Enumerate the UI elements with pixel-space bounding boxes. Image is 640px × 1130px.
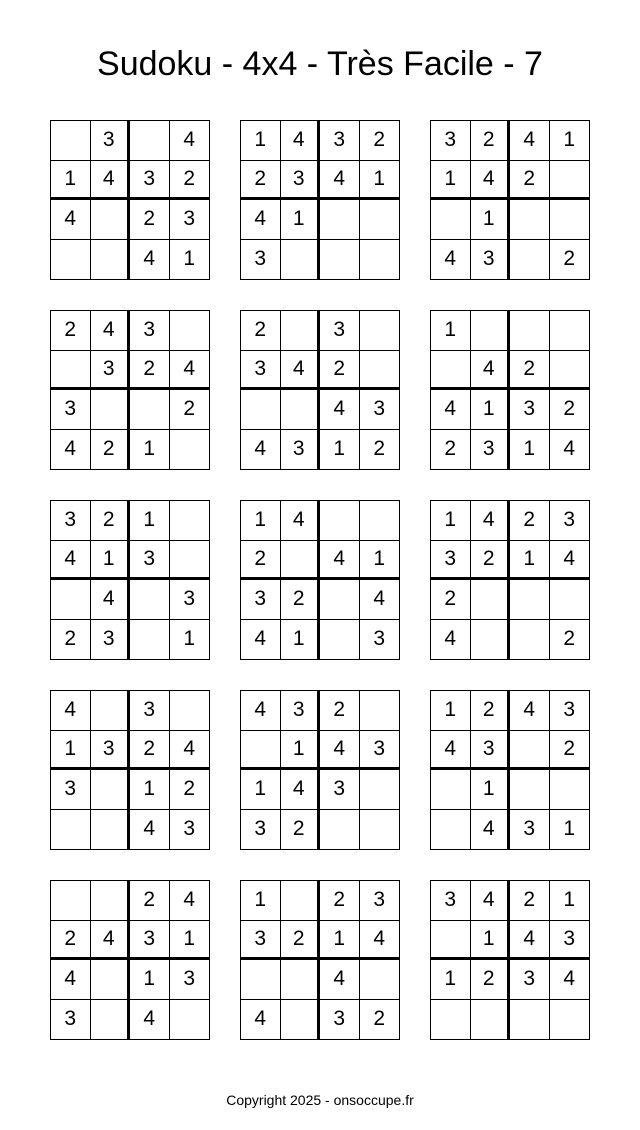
- sudoku-cell: 4: [510, 921, 550, 961]
- sudoku-cell: [510, 731, 550, 771]
- sudoku-cell: [510, 770, 550, 810]
- sudoku-cell: 2: [510, 351, 550, 391]
- sudoku-cell: 3: [51, 770, 91, 810]
- sudoku-cell: 4: [281, 351, 321, 391]
- sudoku-cell: 2: [431, 430, 471, 470]
- sudoku-cell: 1: [51, 731, 91, 771]
- sudoku-cell: 2: [281, 580, 321, 620]
- sudoku-cell: 2: [510, 881, 550, 921]
- sudoku-cell: 2: [563, 247, 576, 271]
- sudoku-cell: [241, 960, 281, 1000]
- sudoku-cell: 1: [241, 770, 281, 810]
- sudoku-cell: [360, 240, 400, 280]
- sudoku-cell: 1: [91, 541, 131, 581]
- sudoku-cell: 2: [431, 580, 471, 620]
- sudoku-cell: 3: [183, 817, 196, 841]
- sudoku-cell: 3: [241, 351, 281, 391]
- sudoku-cell: [360, 691, 400, 731]
- sudoku-cell: 2: [51, 921, 91, 961]
- sudoku-cell: 2: [170, 390, 210, 430]
- sudoku-cell: 4: [471, 161, 511, 201]
- sudoku-cell: [91, 810, 131, 850]
- sudoku-cell: [130, 390, 170, 430]
- sudoku-cell: 2: [320, 351, 360, 391]
- sudoku-cell: 4: [320, 161, 360, 201]
- sudoku-cell: 4: [91, 311, 131, 351]
- sudoku-cell: [91, 390, 131, 430]
- sudoku-grid: [50, 880, 210, 1040]
- sudoku-cell: [360, 770, 400, 810]
- sudoku-cell: 4: [510, 121, 550, 161]
- sudoku-cell: [51, 881, 91, 921]
- sudoku-cell: [51, 351, 91, 391]
- sudoku-grid: [50, 310, 210, 470]
- sudoku-cell: 3: [51, 1000, 91, 1040]
- sudoku-cell: [281, 881, 321, 921]
- sudoku-cell: 1: [241, 121, 281, 161]
- copyright-footer: Copyright 2025 - onsoccupe.fr: [226, 1092, 414, 1108]
- sudoku-cell: 4: [281, 770, 321, 810]
- sudoku-cell: [91, 1000, 131, 1040]
- sudoku-cell: 3: [431, 121, 471, 161]
- sudoku-cell: 3: [130, 161, 170, 201]
- sudoku-cell: 2: [241, 311, 281, 351]
- sudoku-cell: [550, 161, 590, 201]
- sudoku-cell: [471, 311, 511, 351]
- sudoku-cell: [91, 881, 131, 921]
- sudoku-grid: [430, 310, 590, 470]
- sudoku-cell: 1: [471, 390, 511, 430]
- sudoku-cell: 1: [550, 121, 590, 161]
- sudoku-cell: 1: [360, 161, 400, 201]
- sudoku-cell: [471, 1000, 511, 1040]
- sudoku-cell: [360, 501, 400, 541]
- sudoku-cell: 4: [431, 240, 471, 280]
- sudoku-cell: [431, 1000, 471, 1040]
- sudoku-cell: 4: [241, 691, 281, 731]
- sudoku-cell: [510, 580, 550, 620]
- sudoku-cell: 1: [183, 247, 196, 271]
- sudoku-cell: 2: [373, 437, 386, 461]
- sudoku-cell: [431, 921, 471, 961]
- sudoku-cell: 1: [241, 881, 281, 921]
- sudoku-cell: 3: [91, 121, 131, 161]
- sudoku-cell: [170, 501, 210, 541]
- sudoku-cell: 3: [130, 541, 170, 581]
- sudoku-cell: [510, 620, 550, 660]
- sudoku-cell: [170, 541, 210, 581]
- sudoku-cell: [360, 960, 400, 1000]
- sudoku-cell: [320, 240, 360, 280]
- sudoku-cell: 3: [241, 921, 281, 961]
- sudoku-cell: 4: [360, 580, 400, 620]
- sudoku-cell: [170, 1000, 210, 1040]
- sudoku-cell: 4: [170, 351, 210, 391]
- sudoku-cell: 2: [510, 161, 550, 201]
- sudoku-cell: 3: [91, 731, 131, 771]
- sudoku-cell: 2: [130, 731, 170, 771]
- sudoku-cell: 4: [241, 620, 281, 660]
- sudoku-cell: 2: [373, 1007, 386, 1031]
- sudoku-cell: 2: [170, 161, 210, 201]
- sudoku-cell: 4: [51, 691, 91, 731]
- sudoku-cell: 3: [431, 881, 471, 921]
- sudoku-cell: [51, 810, 91, 850]
- sudoku-cell: [170, 311, 210, 351]
- sudoku-cell: 4: [170, 731, 210, 771]
- sudoku-cell: 2: [563, 627, 576, 651]
- sudoku-cell: 3: [51, 501, 91, 541]
- sudoku-cell: 2: [51, 311, 91, 351]
- sudoku-cell: 3: [431, 541, 471, 581]
- sudoku-cell: 3: [320, 311, 360, 351]
- sudoku-cell: 3: [360, 390, 400, 430]
- sudoku-cell: 1: [130, 430, 170, 470]
- sudoku-cell: 4: [241, 200, 281, 240]
- sudoku-cell: [360, 810, 400, 850]
- sudoku-cell: 4: [471, 810, 511, 850]
- sudoku-cell: [91, 240, 131, 280]
- sudoku-cell: 3: [471, 731, 511, 771]
- sudoku-cell: [550, 311, 590, 351]
- sudoku-grid: [240, 120, 400, 280]
- sudoku-cell: 1: [281, 200, 321, 240]
- sudoku-cell: 2: [51, 620, 91, 660]
- page-title: Sudoku - 4x4 - Très Facile - 7: [97, 45, 543, 83]
- sudoku-cell: 2: [471, 121, 511, 161]
- sudoku-cell: [51, 121, 91, 161]
- sudoku-cell: 2: [471, 541, 511, 581]
- sudoku-cell: 1: [431, 501, 471, 541]
- sudoku-cell: 1: [130, 770, 170, 810]
- sudoku-grid: [430, 120, 590, 280]
- sudoku-cell: 2: [320, 881, 360, 921]
- sudoku-cell: 3: [170, 580, 210, 620]
- sudoku-cell: 1: [431, 311, 471, 351]
- sudoku-cell: 2: [320, 691, 360, 731]
- sudoku-cell: 3: [91, 351, 131, 391]
- sudoku-cell: [91, 770, 131, 810]
- sudoku-cell: [51, 580, 91, 620]
- sudoku-cell: 2: [510, 501, 550, 541]
- sudoku-cell: 1: [241, 501, 281, 541]
- sudoku-cell: 4: [320, 390, 360, 430]
- sudoku-cell: [550, 770, 590, 810]
- sudoku-cell: [91, 691, 131, 731]
- sudoku-cell: [510, 1000, 550, 1040]
- sudoku-cell: [241, 731, 281, 771]
- sudoku-cell: [91, 960, 131, 1000]
- sudoku-cell: [281, 541, 321, 581]
- sudoku-cell: 4: [550, 960, 590, 1000]
- sudoku-grid: [240, 310, 400, 470]
- sudoku-cell: [320, 200, 360, 240]
- sudoku-cell: 2: [281, 810, 321, 850]
- sudoku-cell: 4: [241, 430, 281, 470]
- sudoku-cell: 1: [130, 960, 170, 1000]
- sudoku-cell: [130, 620, 170, 660]
- sudoku-grid: [50, 120, 210, 280]
- sudoku-cell: 2: [91, 501, 131, 541]
- sudoku-cell: 4: [51, 960, 91, 1000]
- sudoku-cell: 1: [51, 161, 91, 201]
- sudoku-grid: [50, 500, 210, 660]
- sudoku-cell: [431, 200, 471, 240]
- sudoku-cell: 4: [130, 240, 170, 280]
- sudoku-cell: 1: [130, 501, 170, 541]
- sudoku-cell: [281, 311, 321, 351]
- sudoku-cell: 4: [91, 921, 131, 961]
- sudoku-cell: [550, 580, 590, 620]
- sudoku-cell: 2: [360, 121, 400, 161]
- sudoku-cell: [320, 620, 360, 660]
- sudoku-cell: 4: [241, 1000, 281, 1040]
- sudoku-cell: 4: [510, 691, 550, 731]
- sudoku-cell: [281, 960, 321, 1000]
- sudoku-cell: [510, 311, 550, 351]
- sudoku-cell: 3: [91, 620, 131, 660]
- sudoku-cell: 4: [431, 620, 471, 660]
- sudoku-cell: 3: [360, 731, 400, 771]
- sudoku-cell: 3: [510, 390, 550, 430]
- sudoku-cell: 4: [431, 390, 471, 430]
- sudoku-cell: 3: [471, 240, 511, 280]
- sudoku-cell: [281, 390, 321, 430]
- sudoku-grid: [430, 690, 590, 850]
- sudoku-cell: [471, 620, 511, 660]
- sudoku-cell: 2: [471, 691, 511, 731]
- sudoku-cell: 3: [550, 921, 590, 961]
- sudoku-grid: [240, 690, 400, 850]
- sudoku-cell: 3: [510, 960, 550, 1000]
- sudoku-cell: [471, 580, 511, 620]
- sudoku-cell: 4: [51, 541, 91, 581]
- sudoku-cell: 4: [51, 200, 91, 240]
- sudoku-cell: 3: [550, 501, 590, 541]
- sudoku-cell: 2: [130, 351, 170, 391]
- sudoku-cell: 2: [130, 200, 170, 240]
- sudoku-cell: 2: [241, 541, 281, 581]
- sudoku-cell: 3: [471, 430, 511, 470]
- sudoku-cell: [130, 580, 170, 620]
- sudoku-cell: 4: [360, 921, 400, 961]
- sudoku-grid: [430, 500, 590, 660]
- sudoku-cell: 4: [91, 161, 131, 201]
- sudoku-cell: 3: [510, 810, 550, 850]
- sudoku-cell: [170, 430, 210, 470]
- sudoku-cell: 1: [510, 430, 550, 470]
- sudoku-cell: 1: [431, 161, 471, 201]
- sudoku-cell: 1: [471, 770, 511, 810]
- sudoku-cell: 3: [360, 881, 400, 921]
- sudoku-cell: [320, 501, 360, 541]
- sudoku-cell: [550, 351, 590, 391]
- sudoku-cell: [241, 390, 281, 430]
- sudoku-cell: 1: [170, 921, 210, 961]
- sudoku-cell: 1: [183, 627, 196, 651]
- sudoku-cell: 4: [170, 121, 210, 161]
- sudoku-cell: 3: [241, 240, 281, 280]
- sudoku-cell: [320, 580, 360, 620]
- sudoku-cell: 3: [130, 921, 170, 961]
- sudoku-cell: 1: [431, 691, 471, 731]
- sudoku-cell: 3: [281, 430, 321, 470]
- sudoku-cell: 4: [550, 541, 590, 581]
- sudoku-cell: [281, 240, 321, 280]
- sudoku-cell: 4: [320, 960, 360, 1000]
- sudoku-cell: 3: [170, 960, 210, 1000]
- sudoku-cell: 3: [550, 691, 590, 731]
- sudoku-cell: 1: [320, 430, 360, 470]
- sudoku-grid: [430, 880, 590, 1040]
- sudoku-cell: 1: [471, 200, 511, 240]
- sudoku-cell: 4: [130, 1000, 170, 1040]
- sudoku-cell: 2: [471, 960, 511, 1000]
- sudoku-cell: [550, 1000, 590, 1040]
- sudoku-cell: 4: [563, 437, 576, 461]
- sudoku-cell: 2: [550, 390, 590, 430]
- sudoku-grid: [240, 500, 400, 660]
- sudoku-cell: 1: [281, 620, 321, 660]
- sudoku-cell: [360, 311, 400, 351]
- sudoku-grid: [50, 690, 210, 850]
- sudoku-cell: 2: [91, 430, 131, 470]
- sudoku-cell: 4: [130, 810, 170, 850]
- sudoku-cell: 4: [320, 541, 360, 581]
- sudoku-cell: 4: [320, 731, 360, 771]
- sudoku-cell: [320, 810, 360, 850]
- sudoku-cell: 4: [471, 351, 511, 391]
- sudoku-cell: 1: [281, 731, 321, 771]
- sudoku-cell: 4: [51, 430, 91, 470]
- sudoku-cell: 4: [471, 501, 511, 541]
- sudoku-cell: 4: [281, 501, 321, 541]
- sudoku-cell: 1: [563, 817, 576, 841]
- sudoku-cell: 3: [130, 311, 170, 351]
- sudoku-cell: [91, 200, 131, 240]
- sudoku-cell: [510, 240, 550, 280]
- sudoku-cell: [170, 691, 210, 731]
- sudoku-cell: 1: [360, 541, 400, 581]
- sudoku-cell: [431, 351, 471, 391]
- sudoku-cell: [510, 200, 550, 240]
- sudoku-cell: [51, 240, 91, 280]
- sudoku-cell: 2: [281, 921, 321, 961]
- sudoku-cell: 4: [471, 881, 511, 921]
- sudoku-cell: 2: [241, 161, 281, 201]
- sudoku-cell: 3: [241, 580, 281, 620]
- sudoku-cell: 3: [320, 1000, 360, 1040]
- sudoku-cell: 3: [320, 121, 360, 161]
- sudoku-cell: [281, 1000, 321, 1040]
- sudoku-cell: 4: [281, 121, 321, 161]
- sudoku-cell: [360, 200, 400, 240]
- sudoku-cell: 4: [91, 580, 131, 620]
- sudoku-cell: 2: [170, 770, 210, 810]
- sudoku-cell: 4: [431, 731, 471, 771]
- sudoku-cell: 2: [550, 731, 590, 771]
- sudoku-cell: 3: [320, 770, 360, 810]
- sudoku-cell: 1: [471, 921, 511, 961]
- sudoku-cell: 2: [130, 881, 170, 921]
- sudoku-cell: [431, 770, 471, 810]
- sudoku-cell: 3: [281, 161, 321, 201]
- sudoku-cell: 3: [130, 691, 170, 731]
- sudoku-cell: 3: [373, 627, 386, 651]
- sudoku-cell: 1: [431, 960, 471, 1000]
- sudoku-cell: [431, 810, 471, 850]
- sudoku-cell: [130, 121, 170, 161]
- sudoku-cell: [360, 351, 400, 391]
- sudoku-cell: 3: [281, 691, 321, 731]
- sudoku-cell: 1: [550, 881, 590, 921]
- sudoku-grid: [240, 880, 400, 1040]
- sudoku-cell: [550, 200, 590, 240]
- sudoku-cell: 3: [51, 390, 91, 430]
- sudoku-cell: 3: [170, 200, 210, 240]
- sudoku-cell: 1: [320, 921, 360, 961]
- sudoku-cell: 4: [170, 881, 210, 921]
- sudoku-cell: 1: [510, 541, 550, 581]
- sudoku-cell: 3: [241, 810, 281, 850]
